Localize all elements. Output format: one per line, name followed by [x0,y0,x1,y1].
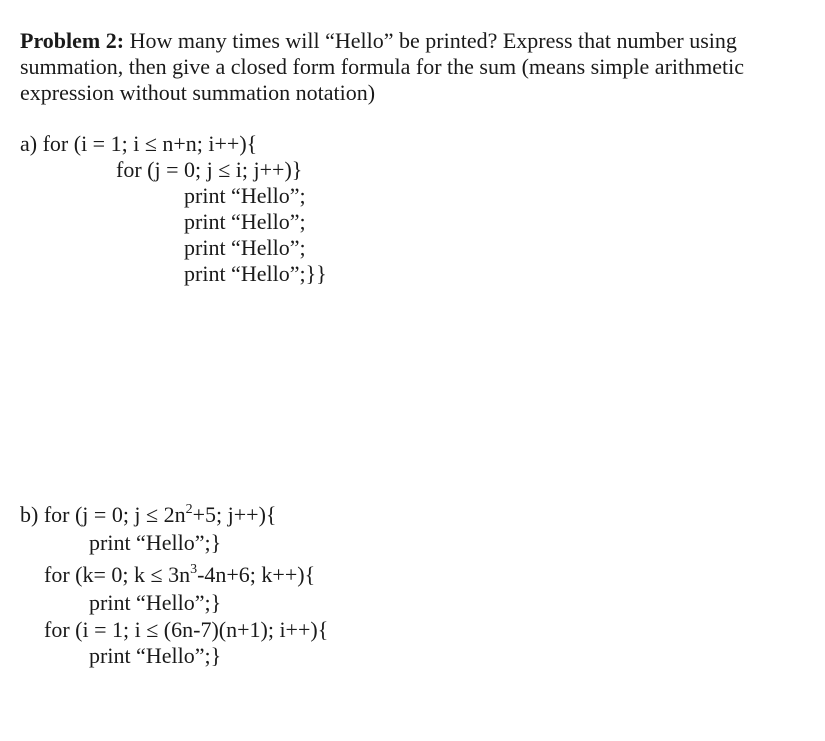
part-b-line-4: print “Hello”;} [89,590,222,615]
part-b-line-1-post: +5; j++){ [192,502,277,527]
part-b-line-5: for (i = 1; i ≤ (6n-7)(n+1); i++){ [44,617,329,642]
problem-statement [20,28,810,106]
part-b-line-3-post: -4n+6; k++){ [197,562,316,587]
part-a-line-3: print “Hello”; [184,183,306,208]
part-b-line-3-exponent: 3 [190,562,198,577]
part-a-line-2: for (j = 0; j ≤ i; j++)} [116,157,303,182]
problem-text-2: summation, then give a closed form formula for the sum (means simple arithmetic [20,54,744,79]
part-b-line-3-pre: for (k= 0; k ≤ 3n [44,562,191,587]
problem-text-1: How many times will “Hello” be printed? Express that number using [129,28,737,53]
part-b-line-1-pre: b) for (j = 0; j ≤ 2n [20,502,186,527]
part-a-line-5: print “Hello”; [184,235,306,260]
problem-text-3: expression without summation notation) [20,80,376,105]
part-b-line-6: print “Hello”;} [89,643,222,668]
part-a-line-6: print “Hello”;}} [184,261,327,286]
part-b-line-3 [44,562,315,588]
part-b-line-1-exponent: 2 [185,502,193,517]
part-a-line-1: a) for (i = 1; i ≤ n+n; i++){ [20,131,258,156]
problem-label: Problem 2: [20,28,125,53]
part-b-line-1 [20,502,276,528]
part-a-line-4: print “Hello”; [184,209,306,234]
problem-line-1 [20,28,810,54]
part-b-line-2: print “Hello”;} [89,530,222,555]
